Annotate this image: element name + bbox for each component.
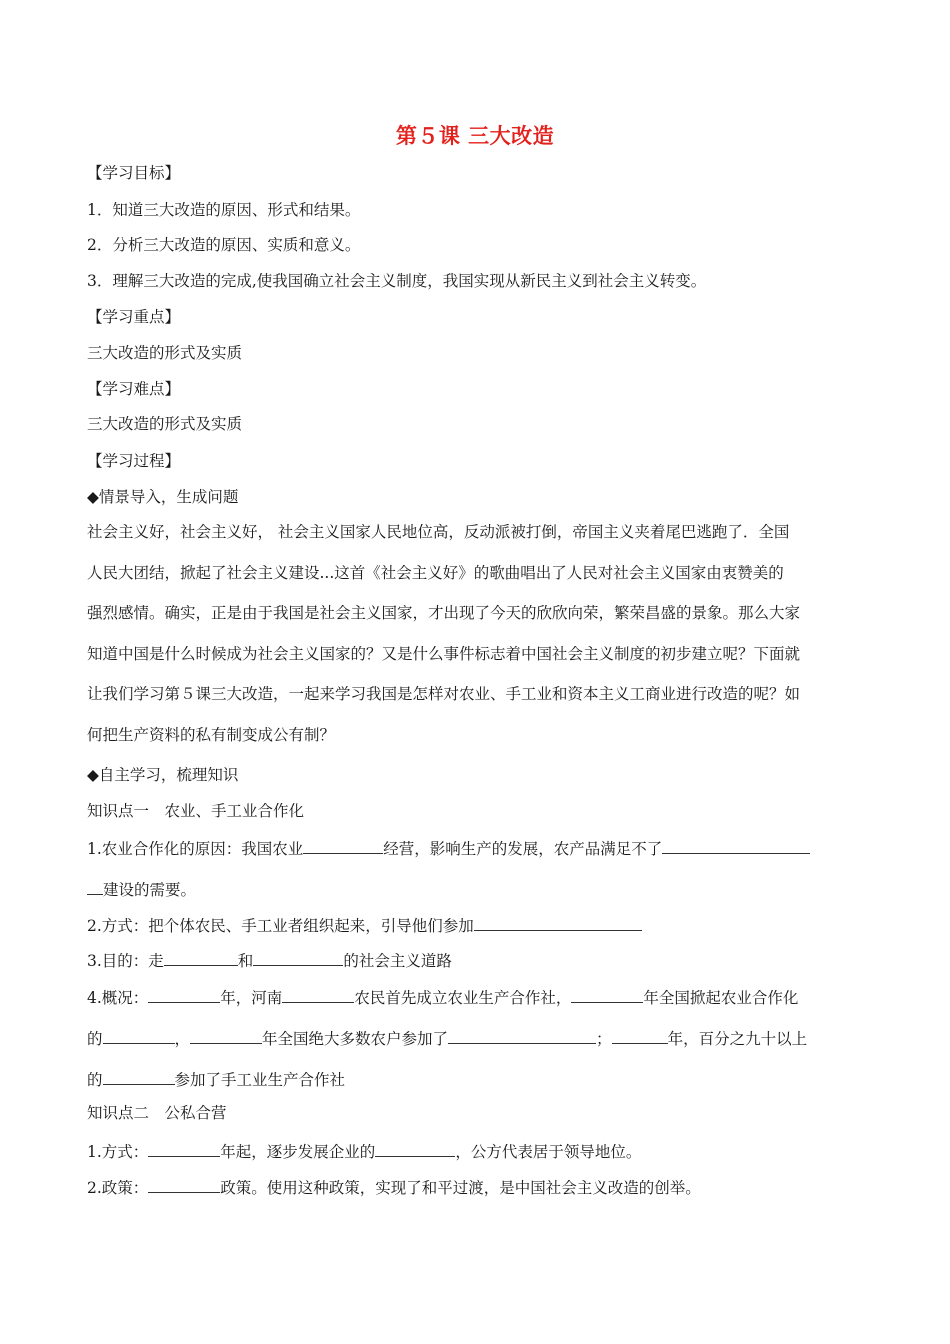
- fill-blank[interactable]: [87, 878, 103, 895]
- kp1-header: 知识点一 农业、手工业合作化: [87, 802, 305, 820]
- fill-blank[interactable]: [448, 1027, 596, 1044]
- kp1-line-1-cont: 建设的需要。: [87, 878, 196, 900]
- kp1-line-1: 1.农业合作化的原因：我国农业 经营，影响生产的发展，农产品满足不了: [87, 837, 810, 859]
- fill-blank[interactable]: [148, 1140, 220, 1157]
- intro-line: 知道中国是什么时候成为社会主义国家的？又是什么事件标志着中国社会主义制度的初步建立呢？下面就: [87, 644, 801, 663]
- page-title: 第５课 三大改造: [395, 123, 555, 148]
- difficulty-text: 三大改造的形式及实质: [87, 415, 243, 433]
- intro-line: 强烈感情。确实，正是由于我国是社会主义国家，才出现了今天的欣欣向荣，繁荣昌盛的景象。那么大家: [87, 604, 801, 622]
- fill-blank[interactable]: [662, 837, 810, 854]
- kp1-line-3: 3.目的：走 和 的社会主义道路: [87, 949, 452, 971]
- fill-blank[interactable]: [282, 986, 354, 1003]
- fill-blank[interactable]: [474, 914, 642, 931]
- fill-blank[interactable]: [190, 1027, 262, 1044]
- kp2-header: 知识点二 公私合营: [87, 1104, 227, 1122]
- kp1-line-4: 4.概况： 年，河南 农民首先成立农业生产合作社， 年全国掀起农业合作化: [87, 986, 798, 1008]
- focus-text: 三大改造的形式及实质: [87, 344, 243, 362]
- kp1-line-2: 2.方式：把个体农民、手工业者组织起来，引导他们参加: [87, 914, 642, 936]
- fill-blank[interactable]: [103, 1068, 175, 1085]
- fill-blank[interactable]: [375, 1140, 455, 1157]
- intro-line: 社会主义好，社会主义好， 社会主义国家人民地位高，反动派被打倒，帝国主义夹着尾巴逃跑了．全国: [87, 523, 790, 541]
- fill-blank[interactable]: [103, 1027, 175, 1044]
- intro-line: 让我们学习第５课三大改造，一起来学习我国是怎样对农业、手工业和资本主义工商业进行改造的呢？如: [87, 685, 801, 703]
- intro-line: 人民大团结，掀起了社会主义建设...这首《社会主义好》的歌曲唱出了人民对社会主义国家由衷赞美的: [87, 563, 784, 582]
- intro-line: 何把生产资料的私有制变成公有制？: [87, 725, 336, 744]
- fill-blank[interactable]: [612, 1027, 668, 1044]
- difficulty-header: 【学习难点】: [87, 380, 181, 398]
- fill-blank[interactable]: [148, 986, 220, 1003]
- fill-blank[interactable]: [571, 986, 643, 1003]
- fill-blank[interactable]: [164, 949, 238, 966]
- fill-blank[interactable]: [303, 837, 383, 854]
- kp1-line-6: 的 参加了手工业生产合作社: [87, 1068, 345, 1090]
- focus-header: 【学习重点】: [87, 308, 181, 326]
- kp1-line-5: 的 ， 年全国绝大多数农户参加了 ； 年，百分之九十以上: [87, 1027, 807, 1049]
- goal-item: 1．知道三大改造的原因、形式和结果。: [87, 201, 361, 219]
- intro-header: ◆情景导入，生成问题: [87, 488, 239, 506]
- goal-item: 3．理解三大改造的完成,使我国确立社会主义制度，我国实现从新民主义到社会主义转变。: [87, 272, 707, 290]
- process-header: 【学习过程】: [87, 452, 181, 470]
- kp2-line-1: 1.方式： 年起，逐步发展企业的 ，公方代表居于领导地位。: [87, 1140, 641, 1162]
- fill-blank[interactable]: [148, 1176, 220, 1193]
- kp2-line-2: 2.政策： 政策。使用这种政策，实现了和平过渡，是中国社会主义改造的创举。: [87, 1176, 701, 1198]
- goal-item: 2．分析三大改造的原因、实质和意义。: [87, 236, 361, 254]
- goal-header: 【学习目标】: [87, 164, 181, 182]
- intro-paragraph: [87, 512, 867, 755]
- fill-blank[interactable]: [253, 949, 343, 966]
- self-study-header: ◆自主学习，梳理知识: [87, 766, 239, 784]
